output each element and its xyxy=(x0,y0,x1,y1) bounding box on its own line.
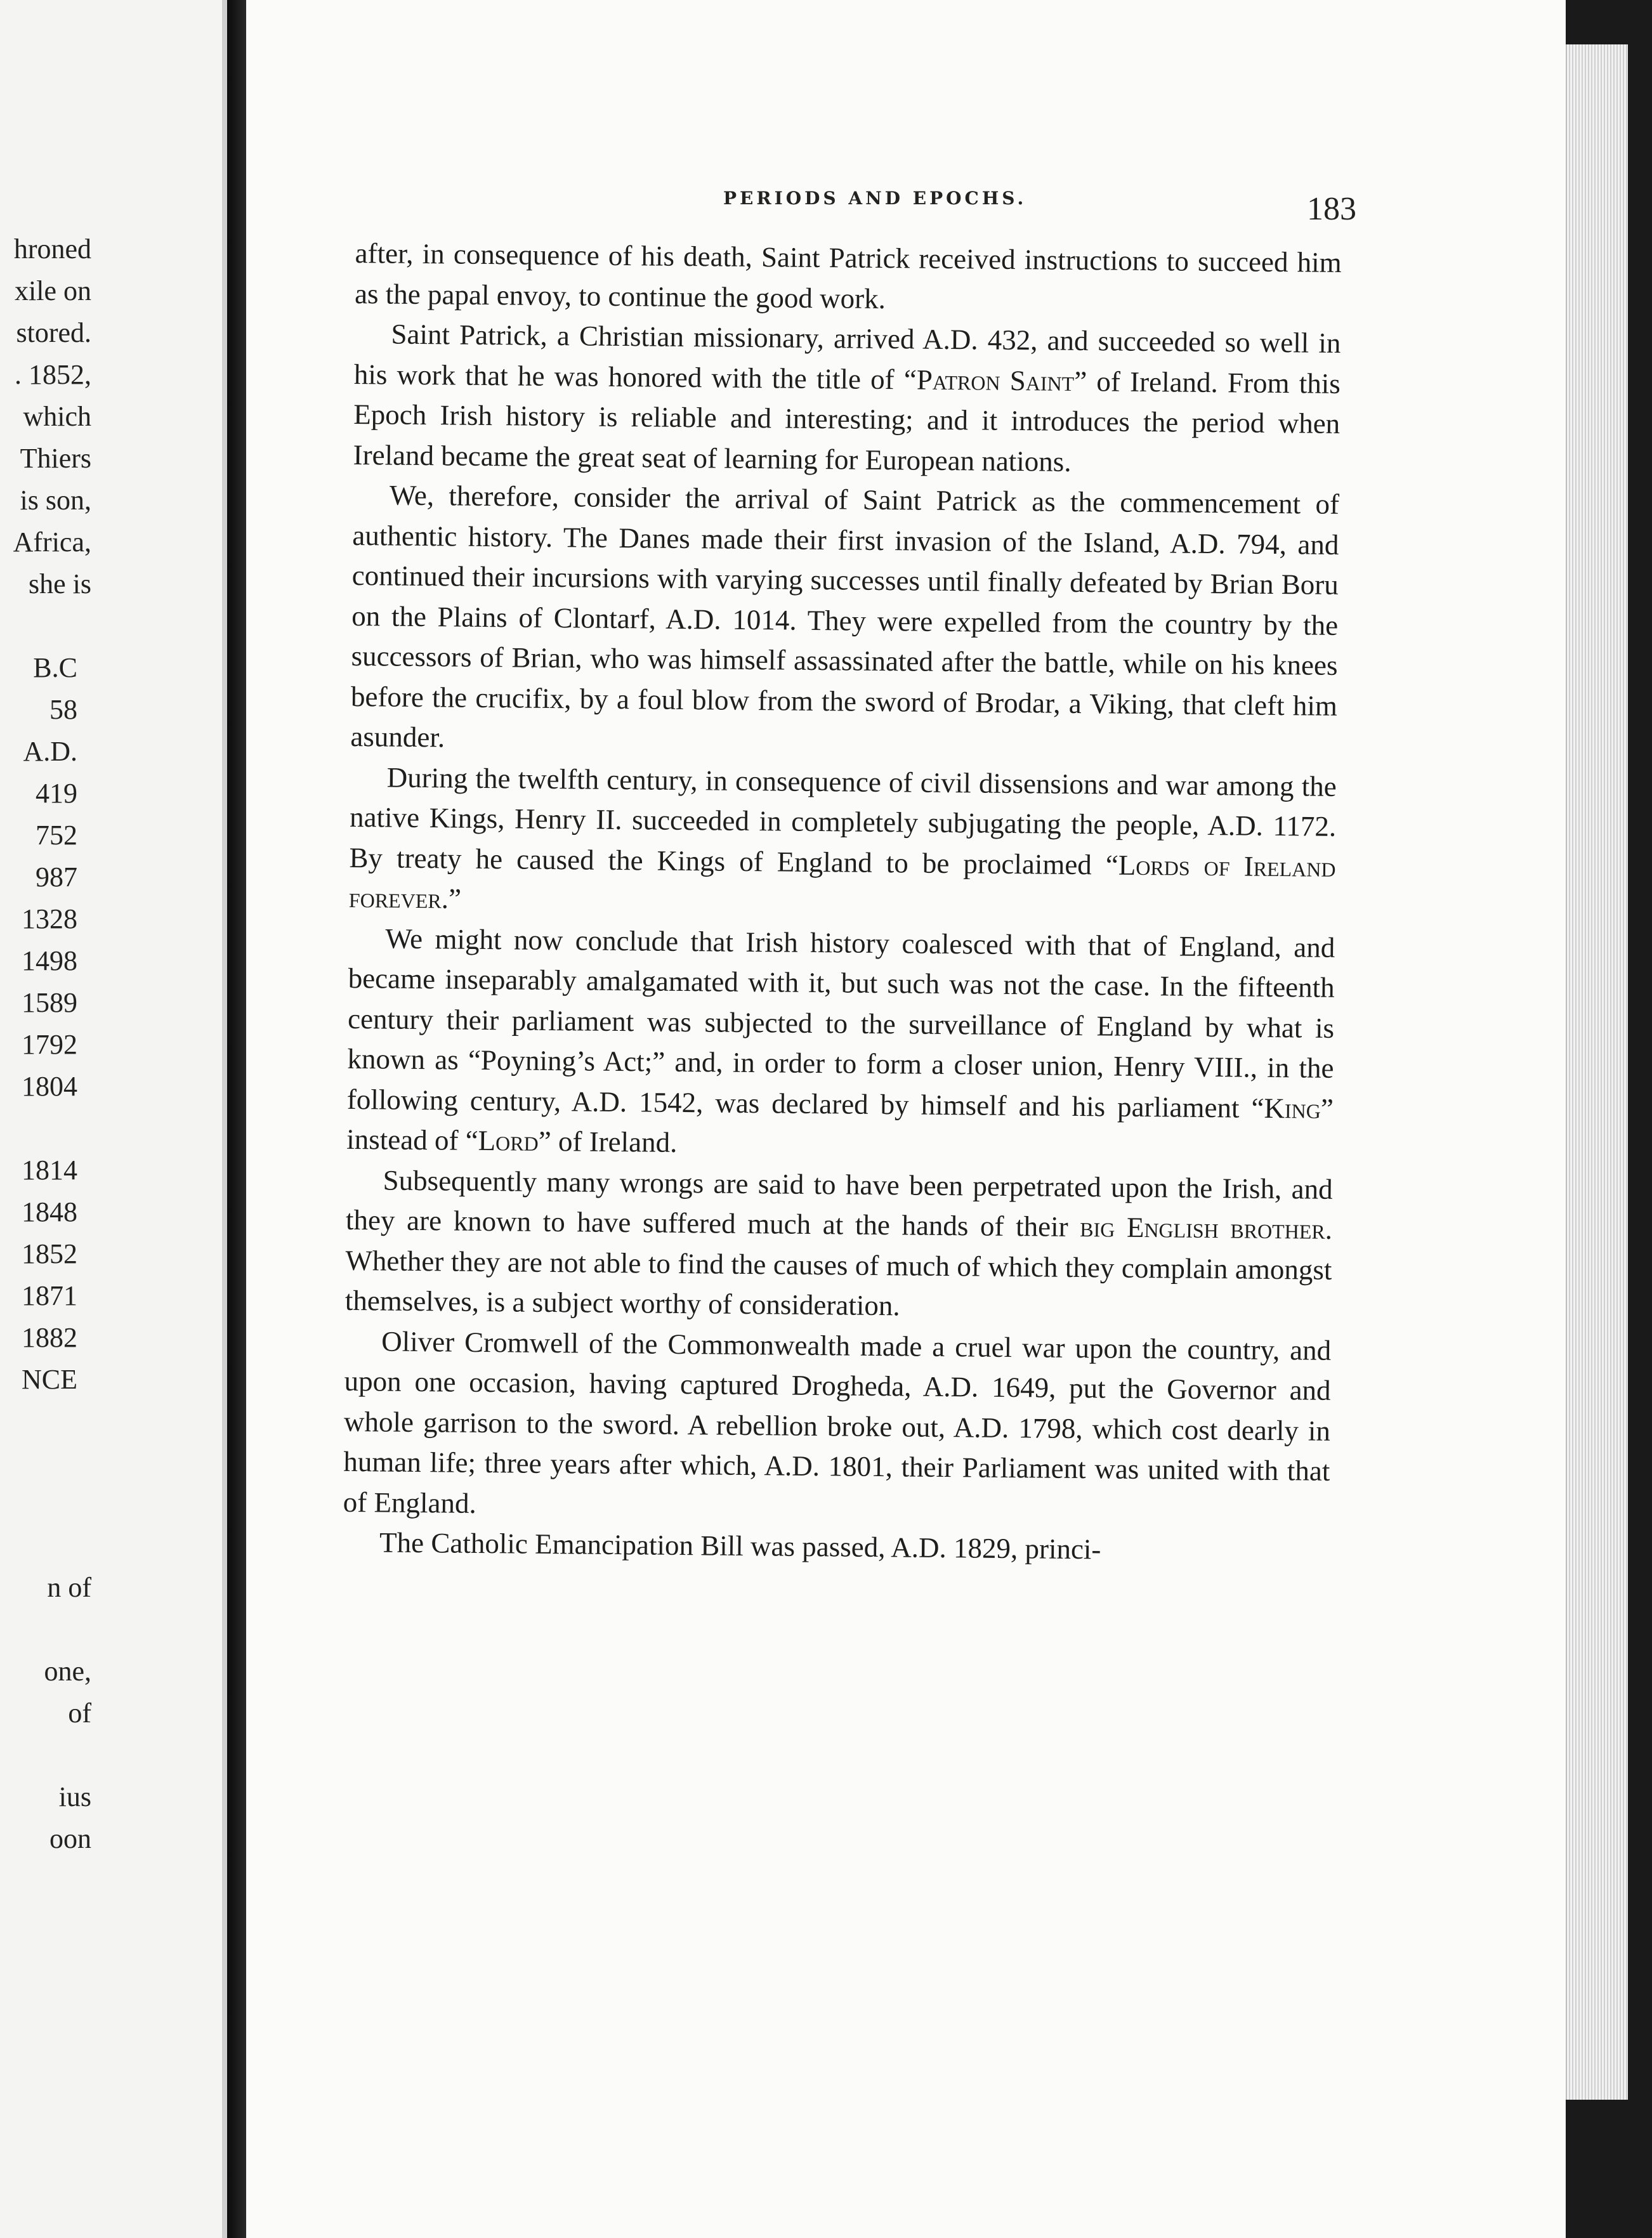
left-line: ius xyxy=(58,1781,91,1812)
left-line: she is xyxy=(29,568,91,599)
left-line: . 1852, xyxy=(15,359,91,390)
left-date: NCE xyxy=(22,1364,77,1395)
left-line xyxy=(0,1734,222,1776)
paragraph: Oliver Cromwell of the Commonwealth made a cruel war upon the country, and upon one occasion, having captured Drogheda, A.D. 1649, put the Governor and whole garrison to the sword. A rebellion broke out, A.D. 1798, which cost dearly in human life; three years after which, A.D. 1801, their Parliament was united with that of England. xyxy=(343,1325,1332,1519)
left-date: 752 xyxy=(36,820,77,851)
text-run: During the twelfth century, in consequence of civil dissensions and war among the native Kings, Henry II. succeeded in completely subjugating the people, A.D. 1172. By treaty he caused the Kings of England to be proclaimed “ xyxy=(349,761,1337,881)
small-caps-run: Lord xyxy=(478,1124,539,1157)
facing-page-dates xyxy=(0,647,222,1401)
left-line: oon xyxy=(49,1823,91,1854)
paragraph xyxy=(349,757,1337,927)
running-head: PERIODS AND EPOCHS. xyxy=(723,188,1027,209)
left-date: 1814 xyxy=(22,1155,77,1186)
text-run: ” of Ireland. From this Epoch Irish history is reliable and interesting; and it introduces the period when Ireland became the great seat of learning for European nations. xyxy=(353,365,1341,478)
text-run: ” of Ireland. xyxy=(538,1125,678,1158)
paragraph xyxy=(345,1160,1333,1330)
left-line xyxy=(0,1609,222,1651)
text-run: Saint Patrick, a Christian missionary, arrived A.D. 432, and succeeded so well in his work that he was honored with the title of “ xyxy=(353,318,1341,396)
left-date: 58 xyxy=(49,694,77,725)
book-gutter xyxy=(227,0,246,2238)
left-line: Thiers xyxy=(20,443,91,474)
left-date: B.C xyxy=(33,652,77,683)
paragraph: The Catholic Emancipation Bill was passed, A.D. 1829, princi- xyxy=(379,1526,1101,1566)
facing-page-text-top xyxy=(0,228,222,605)
page-edges xyxy=(1566,44,1628,2100)
left-date xyxy=(0,1108,222,1149)
small-caps-run: Lords of Ireland forever. xyxy=(348,849,1336,915)
page-body xyxy=(343,233,1342,1572)
left-date: 1804 xyxy=(22,1071,77,1102)
left-date: 1328 xyxy=(22,903,77,934)
left-line: which xyxy=(23,401,91,432)
paragraph xyxy=(346,918,1335,1169)
left-date: A.D. xyxy=(23,736,77,767)
left-line: one, xyxy=(44,1656,91,1687)
left-date: 1848 xyxy=(22,1196,77,1227)
left-line: of xyxy=(68,1698,91,1729)
paragraph: We, therefore, consider the arrival of Saint Patrick as the commencement of authentic history. The Danes made their first invasion of the Island, A.D. 794, and continued their incursions with varying successes until finally defeated by Brian Boru on the Plains of Clontarf, A.D. 1014. They were expelled from the country by the successors of Brian, who was himself assassinated after the battle, while on his knees before the crucifix, by a foul blow from the sword of Brodar, a Viking, that cleft him asunder. xyxy=(350,479,1340,754)
small-caps-run: big English brother. xyxy=(1080,1211,1333,1245)
left-line: is son, xyxy=(20,485,91,516)
paragraph: after, in consequence of his death, Saint Patrick received instructions to succeed him as the papal envoy, to continue the good work. xyxy=(354,237,1342,315)
left-line: hroned xyxy=(13,233,91,265)
text-run: Subsequently many wrongs are said to have been perpetrated upon the Irish, and they are known to have suffered much at the hands of their xyxy=(345,1163,1333,1243)
small-caps-run: King xyxy=(1264,1092,1321,1125)
left-date: 1589 xyxy=(22,987,77,1018)
left-date: 1882 xyxy=(22,1322,77,1353)
paragraph xyxy=(353,314,1341,485)
left-date: 1871 xyxy=(22,1280,77,1311)
facing-page-fragment xyxy=(0,0,227,2238)
left-line: n of xyxy=(47,1572,91,1603)
left-line: Africa, xyxy=(13,527,91,558)
left-line: xile on xyxy=(15,275,91,306)
left-date: 1792 xyxy=(22,1029,77,1060)
page-number: 183 xyxy=(1307,191,1356,227)
left-date: 987 xyxy=(36,861,77,893)
left-line: stored. xyxy=(16,317,91,348)
left-date: 1852 xyxy=(22,1238,77,1269)
text-run: We might now conclude that Irish history coalesced with that of England, and became inseparably amalgamated with it, but such was not the case. In the fifteenth century their parliament was subjected to the surveillance of England by what is known as “Poyning’s Act;” and, in order to form a closer union, Henry VIII., in the following century, A.D. 1542, was declared by himself and his parliament “ xyxy=(346,922,1335,1124)
facing-page-text-bottom xyxy=(0,1567,222,1860)
text-run: ” xyxy=(448,882,462,915)
small-caps-run: Patron Saint xyxy=(916,363,1075,397)
text-run: Whether they are not able to find the causes of much of which they complain amongst themselves, is a subject worthy of consideration. xyxy=(344,1244,1332,1322)
left-date: 1498 xyxy=(22,945,77,976)
left-date: 419 xyxy=(36,778,77,809)
text-run: ” instead of “ xyxy=(346,1092,1334,1156)
